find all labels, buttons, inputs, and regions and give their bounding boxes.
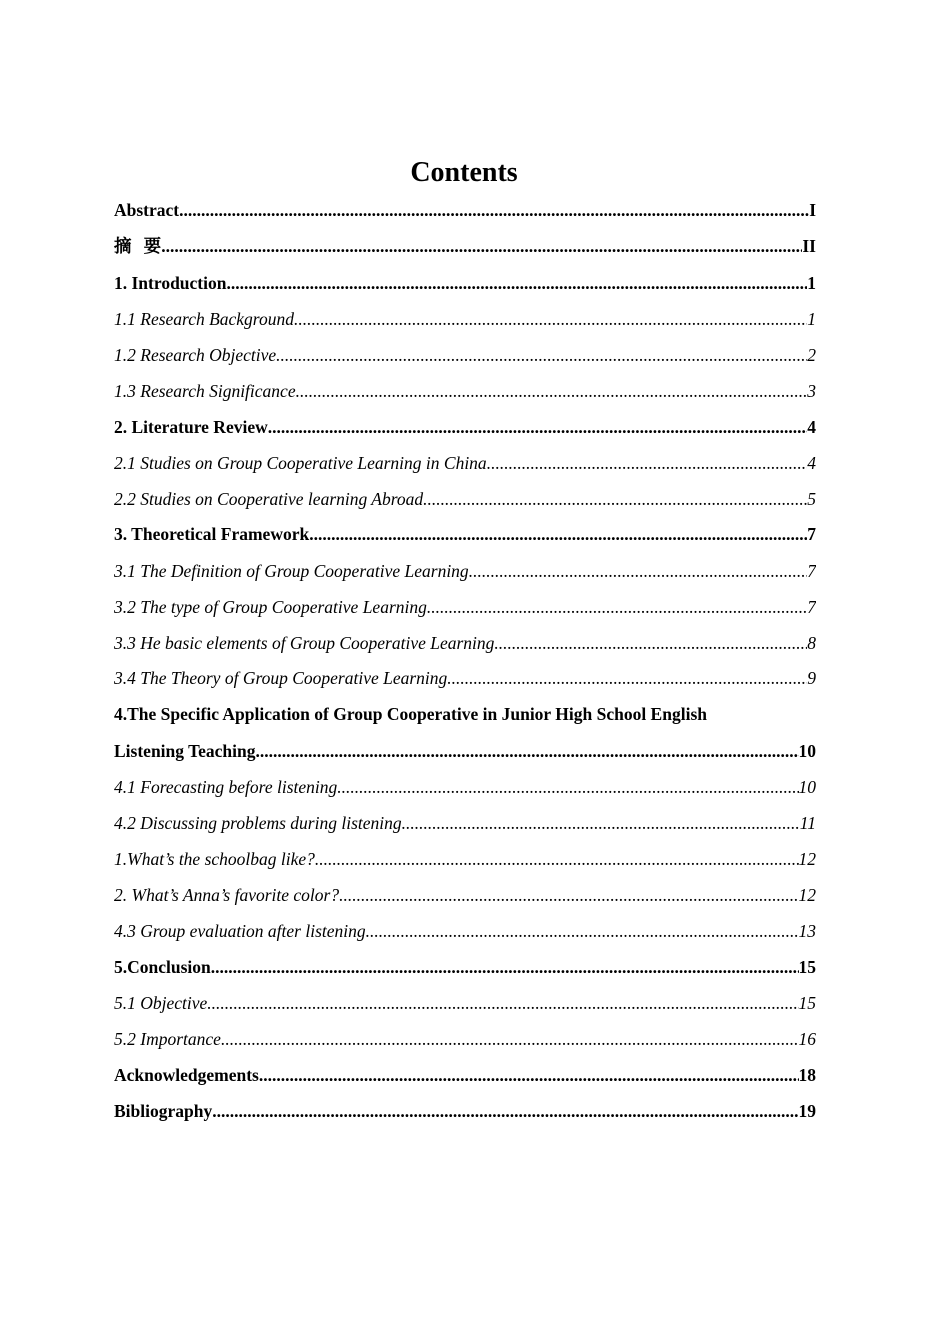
- toc-leader-dots: [402, 811, 800, 835]
- toc-entry-label: Listening Teaching: [114, 741, 256, 761]
- page-title: Contents: [410, 157, 518, 188]
- toc-page-number: 1: [807, 309, 816, 329]
- toc-leader-dots: [447, 666, 807, 690]
- toc-page-number: 7: [807, 561, 816, 581]
- toc-leader-dots: [339, 883, 798, 907]
- toc-leader-dots: [494, 631, 807, 655]
- toc-entry-introduction[interactable]: [114, 271, 816, 295]
- toc-page-number: 1: [807, 273, 816, 293]
- toc-entry-basic-elements[interactable]: [114, 631, 816, 655]
- toc-entry-acknowledgements[interactable]: [114, 1063, 816, 1087]
- toc-leader-dots: [276, 343, 807, 367]
- toc-leader-dots: [296, 379, 808, 403]
- toc-page-number: 18: [798, 1065, 816, 1085]
- toc-entry-research-significance[interactable]: [114, 379, 816, 403]
- toc-entry-label: 3.4 The Theory of Group Cooperative Learning: [114, 668, 448, 688]
- toc-entry-conclusion[interactable]: [114, 955, 816, 979]
- toc-entry-definition[interactable]: [114, 559, 816, 583]
- toc-entry-label: 4.1 Forecasting before listening: [114, 777, 338, 797]
- toc-page-number: I: [809, 200, 816, 220]
- toc-entry-label: 5.1 Objective: [114, 993, 208, 1013]
- toc-entry-theory[interactable]: [114, 666, 816, 690]
- toc-entry-label: 1. Introduction: [114, 273, 227, 293]
- toc-page-number: 12: [798, 885, 816, 905]
- toc-leader-dots: [427, 595, 807, 619]
- toc-leader-dots: [256, 739, 799, 763]
- toc-leader-dots: [309, 522, 807, 546]
- toc-leader-dots: [337, 775, 798, 799]
- toc-leader-dots: [423, 487, 807, 511]
- toc-page-number: II: [802, 236, 816, 256]
- toc-entry-label: 4.3 Group evaluation after listening: [114, 921, 366, 941]
- toc-entry-group-evaluation[interactable]: [114, 919, 816, 943]
- toc-leader-dots: [221, 1027, 799, 1051]
- toc-leader-dots: [294, 307, 807, 331]
- toc-entry-label: 1.3 Research Significance: [114, 381, 296, 401]
- toc-entry-label: 2.1 Studies on Group Cooperative Learning in China: [114, 453, 487, 473]
- toc-entry-specific-application-line1[interactable]: [114, 702, 816, 726]
- toc-entry-label: 3.2 The type of Group Cooperative Learning: [114, 597, 427, 617]
- toc-leader-dots: [207, 991, 798, 1015]
- toc-entry-theoretical-framework[interactable]: [114, 522, 816, 546]
- toc-page-number: 15: [798, 957, 816, 977]
- toc-leader-dots: [259, 1063, 799, 1087]
- toc-entry-label: 4.2 Discussing problems during listening: [114, 813, 402, 833]
- toc-entry-label: 2. Literature Review: [114, 417, 268, 437]
- toc-leader-dots: [315, 847, 799, 871]
- toc-entry-research-objective[interactable]: [114, 343, 816, 367]
- toc-entry-studies-china[interactable]: [114, 451, 816, 475]
- toc-entry-label: 5.Conclusion: [114, 957, 211, 977]
- toc-entry-specific-application-line2[interactable]: [114, 739, 816, 763]
- toc-entry-label: 3.3 He basic elements of Group Cooperative Learning: [114, 633, 495, 653]
- toc-entry-forecasting[interactable]: [114, 775, 816, 799]
- toc-entry-favorite-color[interactable]: [114, 883, 816, 907]
- toc-leader-dots: [469, 559, 808, 583]
- toc-page-number: 4: [807, 417, 816, 437]
- toc-entry-schoolbag[interactable]: [114, 847, 816, 871]
- toc-entry-objective[interactable]: [114, 991, 816, 1015]
- toc-leader-dots: [226, 271, 807, 295]
- toc-leader-dots: [179, 198, 809, 222]
- toc-entry-label: 3. Theoretical Framework: [114, 524, 310, 544]
- toc-entry-chinese-abstract[interactable]: [114, 234, 816, 258]
- toc-page-number: 13: [798, 921, 816, 941]
- toc-page-number: 7: [807, 597, 816, 617]
- toc-entry-bibliography[interactable]: [114, 1099, 816, 1123]
- toc-entry-type[interactable]: [114, 595, 816, 619]
- toc-entry-label: 1.What’s the schoolbag like?: [114, 849, 315, 869]
- toc-page-number: 9: [807, 668, 816, 688]
- toc-entry-literature-review[interactable]: [114, 415, 816, 439]
- toc-leader-dots: [268, 415, 808, 439]
- toc-leader-dots: [161, 234, 802, 258]
- toc-page-number: 5: [807, 489, 816, 509]
- toc-entry-label: 1.2 Research Objective: [114, 345, 277, 365]
- toc-entry-studies-abroad[interactable]: [114, 487, 816, 511]
- toc-entry-label: Acknowledgements: [114, 1065, 259, 1085]
- toc-page-number: 12: [798, 849, 816, 869]
- toc-entry-label: 2.2 Studies on Cooperative learning Abroad: [114, 489, 424, 509]
- toc-leader-dots: [211, 955, 799, 979]
- toc-entry-label: 摘 要: [114, 237, 162, 257]
- toc-entry-label: 5.2 Importance: [114, 1029, 221, 1049]
- toc-page-number: 10: [798, 741, 816, 761]
- toc-entry-label: 3.1 The Definition of Group Cooperative Learning: [114, 561, 469, 581]
- toc-page-number: 10: [798, 777, 816, 797]
- toc-entry-label: Bibliography: [114, 1101, 213, 1121]
- toc-page-number: 8: [807, 633, 816, 653]
- toc-page-number: 15: [798, 993, 816, 1013]
- toc-leader-dots: [487, 451, 808, 475]
- toc-entry-discussing[interactable]: [114, 811, 816, 835]
- toc-page-number: 7: [807, 524, 816, 544]
- toc-entry-research-background[interactable]: [114, 307, 816, 331]
- toc-page-number: 11: [799, 813, 816, 833]
- toc-leader-dots: [366, 919, 799, 943]
- toc-entry-importance[interactable]: [114, 1027, 816, 1051]
- toc-page-number: 19: [798, 1101, 816, 1121]
- toc-entry-label: 2. What’s Anna’s favorite color?: [114, 885, 340, 905]
- toc-entry-label: 4.The Specific Application of Group Cooperative in Junior High School English: [114, 704, 707, 724]
- toc-entry-label: Abstract: [114, 200, 180, 220]
- toc-entry-label: 1.1 Research Background: [114, 309, 294, 329]
- toc-entry-abstract[interactable]: [114, 198, 816, 222]
- toc-page-number: 4: [807, 453, 816, 473]
- toc-page-number: 2: [807, 345, 816, 365]
- toc-leader-dots: [212, 1099, 798, 1123]
- toc-page-number: 16: [798, 1029, 816, 1049]
- toc-page-number: 3: [807, 381, 816, 401]
